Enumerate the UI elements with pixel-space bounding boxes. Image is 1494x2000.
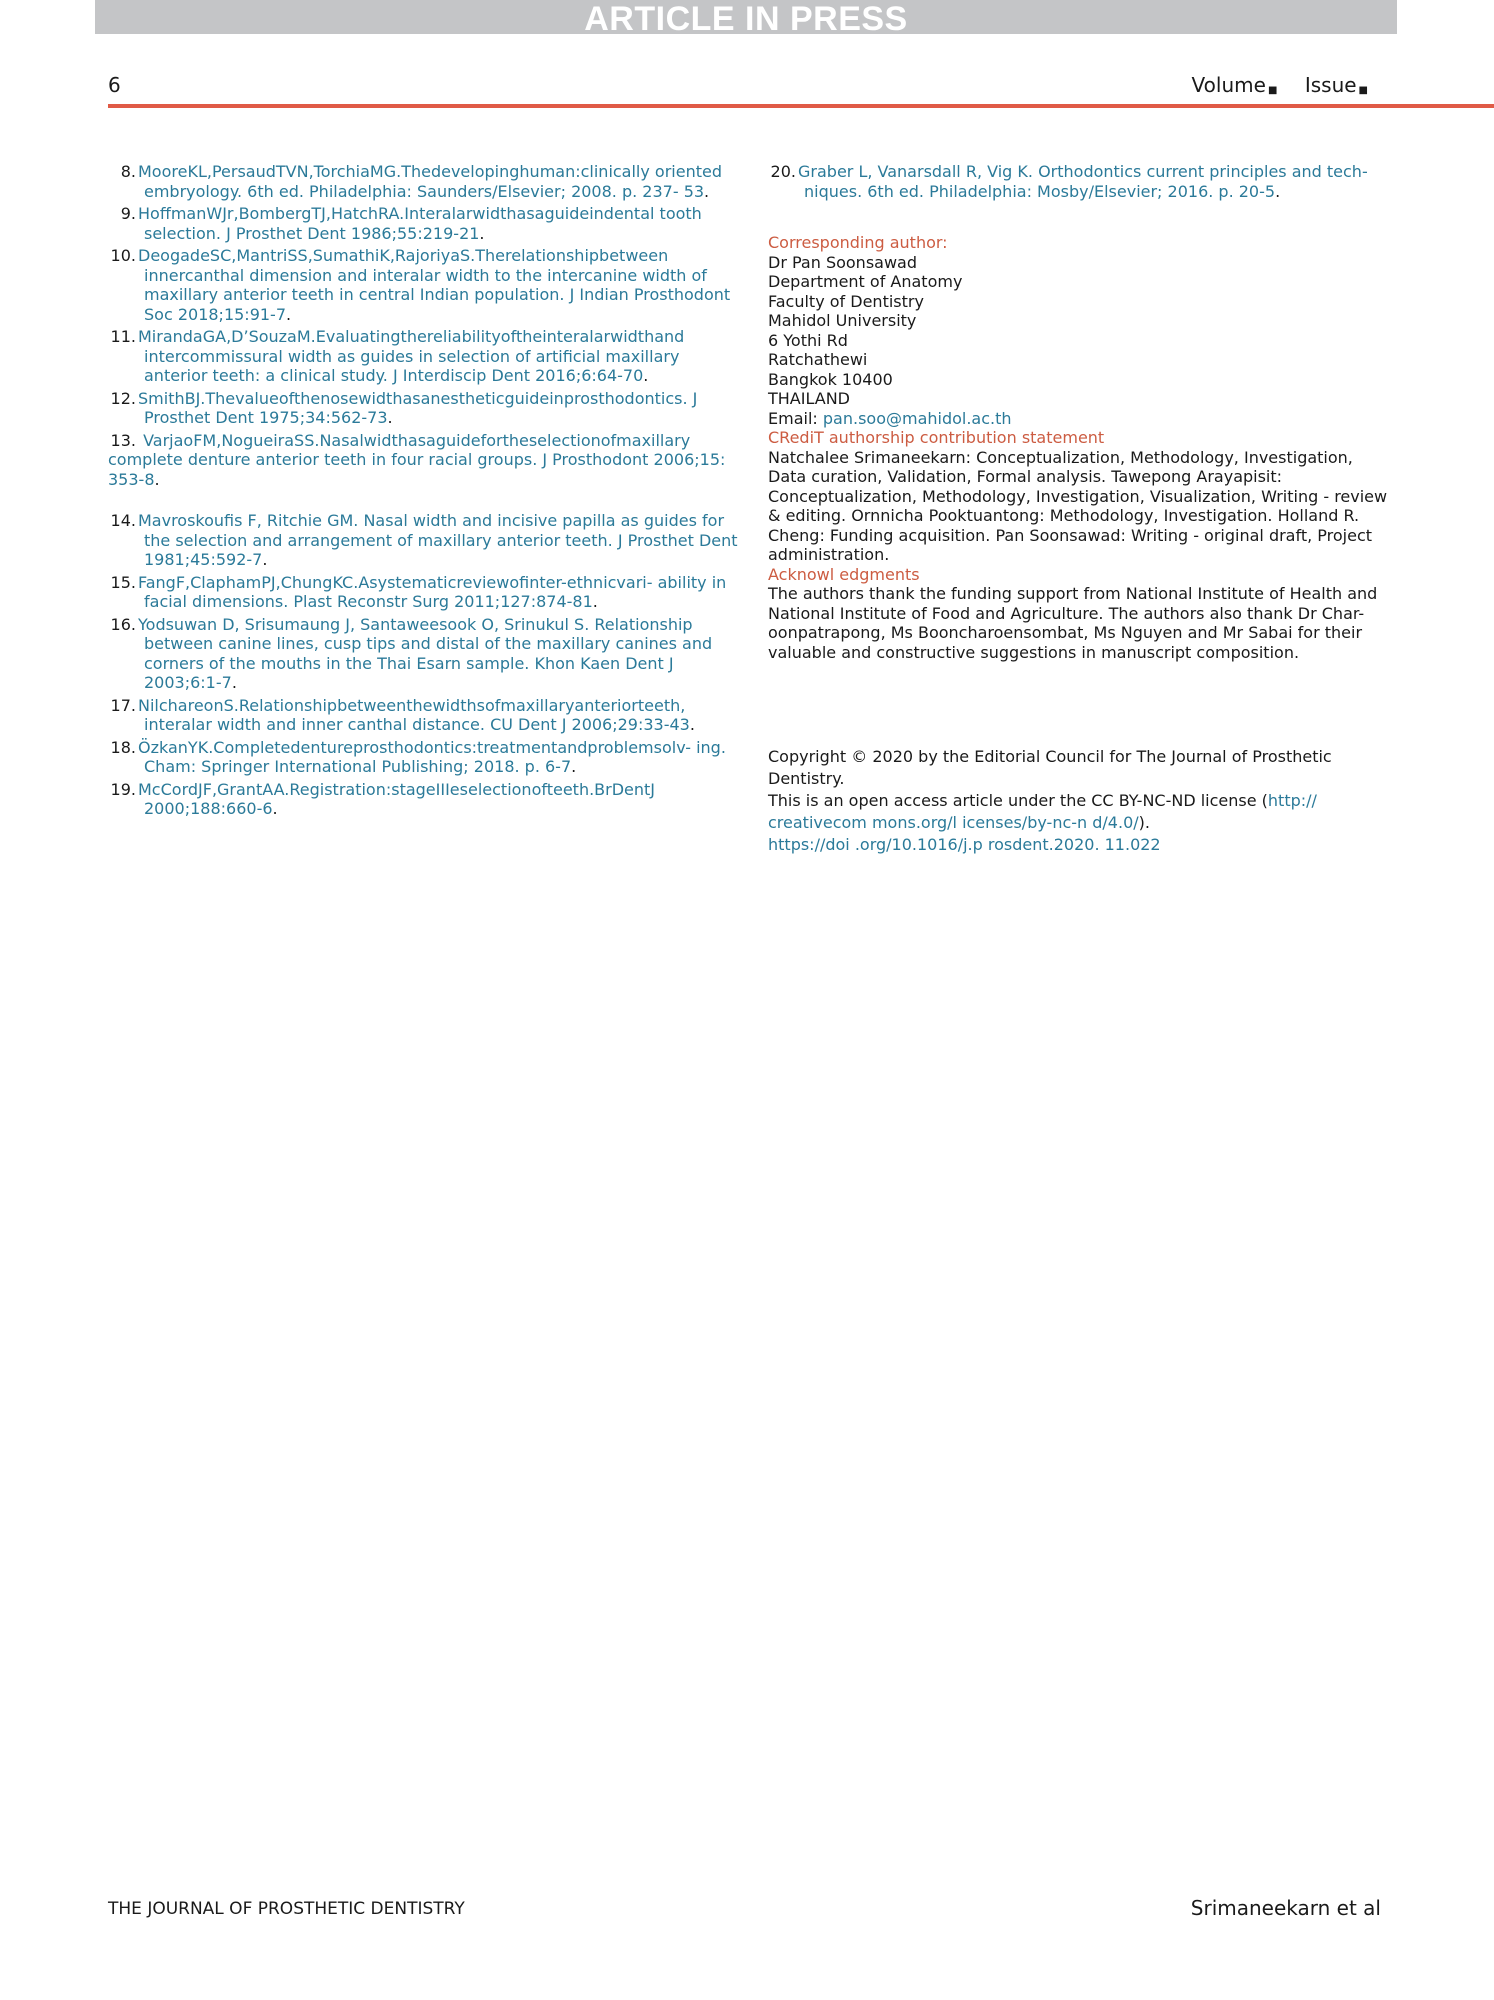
doi-link[interactable]: https://doi .org/10.1016/j.p rosdent.2020. 11.022 (768, 835, 1161, 854)
acknowledgments-text: The authors thank the funding support from National Institute of Health and National Institute of Food and Agriculture. The authors also thank Dr Char- oonpatrapong, Ms Booncharoensombat, Ms Nguyen and Mr Sabai for their valuable and constructive suggestions in manuscript composition. (768, 584, 1378, 662)
issue-placeholder-icon: ■ (1358, 85, 1368, 96)
address-line: Department of Anatomy (768, 272, 963, 291)
doi-line (768, 834, 1388, 856)
reference-item: 20. Graber L, Vanarsdall R, Vig K. Orthodontics current principles and tech- niques. 6th ed. Philadelphia: Mosby/Elsevier; 2016. p. 20-5. (770, 162, 1368, 201)
acknowledgments-heading: Acknowl edgments (768, 564, 920, 584)
corresponding-author-heading: Corresponding author: (768, 233, 948, 252)
reference-item: 15. FangF,ClaphamPJ,ChungKC.Asystematicreviewofinter-ethnicvari- ability in facial dimensions. Plast Reconstr Surg 2011;127:874-81. (110, 572, 727, 611)
license-link[interactable]: http:// creativecom mons.org/l icenses/by-nc-n d/4.0/ (768, 791, 1317, 832)
reference-item: 13. VarjaoFM,NogueiraSS.Nasalwidthasaguidefortheselectionofmaxillary complete denture anterior teeth in four racial groups. J Prosthodont 2006;15: 353-8. (108, 430, 726, 489)
reference-item: 12. SmithBJ.Thevalueofthenosewidthasanestheticguideinprosthodontics. J Prosthet Dent 1975;34:562-73. (110, 388, 698, 427)
reference-item: 16. Yodsuwan D, Srisumaung J, Santaweesook O, Srinukul S. Relationship between canine lines, cusp tips and distal of the maxillary canines and corners of the mouths in the Thai Esarn sample. Khon Kaen Dent J 2003;6:1-7. (110, 614, 713, 692)
reference-link[interactable]: Mavroskoufis F, Ritchie GM. Nasal width and incisive papilla as guides for the selection and arrangement of maxillary anterior teeth. J Prosthet Dent 1981;45:592-7 (138, 511, 738, 569)
reference-link[interactable]: Graber L, Vanarsdall R, Vig K. Orthodontics current principles and tech- niques. 6th ed. Philadelphia: Mosby/Elsevier; 2016. p. 20-5 (798, 162, 1368, 201)
reference-link[interactable]: SmithBJ.Thevalueofthenosewidthasanestheticguideinprosthodontics. J Prosthet Dent 1975;34:562-73 (138, 388, 698, 427)
address-line: 6 Yothi Rd (768, 330, 848, 350)
issue-label: Issue (1304, 73, 1357, 97)
reference-item: 14. Mavroskoufis F, Ritchie GM. Nasal width and incisive papilla as guides for the selection and arrangement of maxillary anterior teeth. J Prosthet Dent 1981;45:592-7. (110, 511, 738, 569)
volume-placeholder-icon: ■ (1267, 85, 1278, 96)
address-line: Faculty of Dentistry (768, 291, 924, 311)
header-rule (108, 104, 1494, 108)
address-line: Dr Pan Soonsawad (768, 252, 918, 272)
references-left-column (108, 162, 738, 822)
address-line: Ratchathewi (768, 350, 868, 369)
email-link[interactable]: pan.soo@mahidol.ac.th (822, 408, 1012, 428)
reference-item: 8. MooreKL,PersaudTVN,TorchiaMG.Thedevelopinghuman:clinically oriented embryology. 6th ed. Philadelphia: Saunders/Elsevier; 2008. p. 237- 53. (120, 162, 722, 201)
journal-name-footer: THE JOURNAL OF PROSTHETIC DENTISTRY (108, 1899, 465, 1919)
reference-link[interactable]: HoffmanWJr,BombergTJ,HatchRA.Interalarwidthasaguideindental tooth selection. J Prosthet Dent 1986;55:219-21 (138, 204, 702, 243)
reference-link[interactable]: FangF,ClaphamPJ,ChungKC.Asystematicreviewofinter-ethnicvari- ability in facial dimensions. Plast Reconstr Surg 2011;127:874-81 (138, 572, 727, 611)
reference-item: 11. MirandaGA,D’SouzaM.Evaluatingthereliabilityoftheinteralarwidthand intercommissural width as guides in selection of artificial maxillary anterior teeth: a clinical study. J Interdiscip Dent 2016;6:64-70. (110, 327, 685, 385)
reference-link[interactable]: MooreKL,PersaudTVN,TorchiaMG.Thedevelopinghuman:clinically oriented embryology. 6th ed. Philadelphia: Saunders/Elsevier; 2008. p. 237- 53 (138, 162, 722, 201)
reference-link[interactable]: McCordJF,GrantAA.Registration:stageIIIeselectionofteeth.BrDentJ 2000;188:660-6 (138, 779, 656, 818)
reference-link[interactable]: ÖzkanYK.Completedentureprosthodontics:treatmentandproblemsolv- ing. Cham: Springer International Publishing; 2018. p. 6-7 (138, 737, 726, 776)
reference-link[interactable]: DeogadeSC,MantriSS,SumathiK,RajoriyaS.Therelationshipbetween innercanthal dimension and interalar width to the intercanine width of maxillary anterior teeth in central Indian population. J Indian Prosthodont Soc 2018;15:91-7 (138, 246, 731, 324)
reference-link[interactable]: MirandaGA,D’SouzaM.Evaluatingthereliabilityoftheinteralarwidthand intercommissural width as guides in selection of artificial maxillary anterior teeth: a clinical study. J Interdiscip Dent 2016;6:64-70 (138, 327, 685, 385)
reference-item: 10. DeogadeSC,MantriSS,SumathiK,RajoriyaS.Therelationshipbetween innercanthal dimension and interalar width to the intercanine width of maxillary anterior teeth in central Indian population. J Indian Prosthodont Soc 2018;15:91-7. (110, 246, 731, 324)
page-number: 6 (108, 73, 121, 97)
article-in-press-banner: ARTICLE IN PRESS (95, 0, 1397, 34)
volume-issue (1192, 73, 1370, 97)
reference-link[interactable]: Yodsuwan D, Srisumaung J, Santaweesook O, Srinukul S. Relationship between canine lines, cusp tips and distal of the maxillary canines and corners of the mouths in the Thai Esarn sample. Khon Kaen Dent J 2003;6:1-7 (138, 614, 713, 692)
reference-item: 18. ÖzkanYK.Completedentureprosthodontics:treatmentandproblemsolv- ing. Cham: Springer International Publishing; 2018. p. 6-7. (110, 737, 726, 776)
reference-item: 9. HoffmanWJr,BombergTJ,HatchRA.Interalarwidthasaguideindental tooth selection. J Prosthet Dent 1986;55:219-21. (120, 204, 702, 243)
license-line: This is an open access article under the CC BY-NC-ND license (http:// creativecom mons.org/l icenses/by-nc-n d/4.0/). (768, 791, 1317, 832)
reference-link[interactable]: NilchareonS.Relationshipbetweenthewidthsofmaxillaryanteriorteeth, interalar width and inner canthal distance. CU Dent J 2006;29:33-43 (138, 695, 690, 734)
email-line: Email: pan.soo@mahidol.ac.th (768, 408, 1012, 428)
credit-statement: Natchalee Srimaneekarn: Conceptualization, Methodology, Investigation, Data curation, Validation, Formal analysis. Tawepong Arayapisit: Conceptualization, Methodology, Investigation, Visualization, Writing - review & editing. Ornnicha Pooktuantong: Methodology, Investigation. Holland R. Cheng: Funding acquisition. Pan Soonsawad: Writing - original draft, Project administration. (768, 447, 1388, 564)
volume-label: Volume (1191, 73, 1266, 97)
credit-heading: CRediT authorship contribution statement (768, 428, 1105, 447)
right-column (768, 162, 1388, 856)
authors-footer: Srimaneekarn et al (1190, 1896, 1381, 1920)
copyright-block (768, 746, 1388, 856)
reference-item: 19. McCordJF,GrantAA.Registration:stageIIIeselectionofteeth.BrDentJ 2000;188:660-6. (110, 779, 656, 818)
corresponding-author-block (768, 233, 1388, 662)
reference-link[interactable]: VarjaoFM,NogueiraSS.Nasalwidthasaguidefortheselectionofmaxillary complete denture anterior teeth in four racial groups. J Prosthodont 2006;15: 353-8 (108, 430, 726, 489)
reference-item: 17. NilchareonS.Relationshipbetweenthewidthsofmaxillaryanteriorteeth, interalar width and inner canthal distance. CU Dent J 2006;29:33-43. (110, 695, 695, 734)
copyright-line: Copyright © 2020 by the Editorial Council for The Journal of Prosthetic Dentistry. (768, 747, 1332, 788)
address-line: THAILAND (768, 389, 850, 408)
address-line: Mahidol University (768, 311, 917, 330)
address-line: Bangkok 10400 (768, 369, 893, 389)
